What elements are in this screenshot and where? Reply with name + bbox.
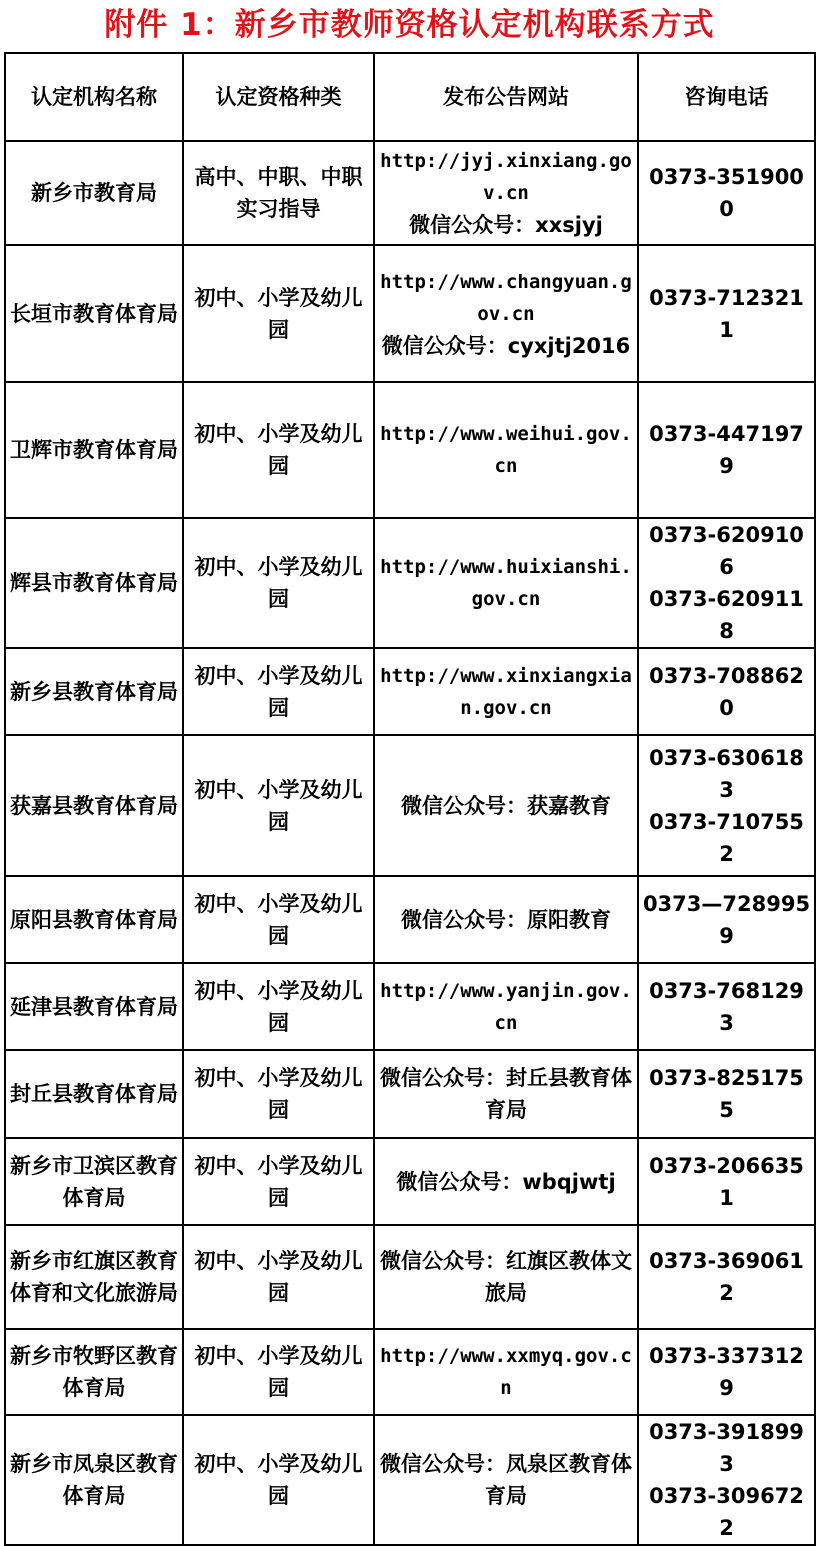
- qual-type-cell: 初中、小学及幼儿园: [183, 876, 374, 963]
- org-name-cell: 原阳县教育体育局: [5, 876, 183, 963]
- phone-cell: [638, 1050, 815, 1138]
- phone-number: 0373-6306183: [649, 745, 804, 802]
- phone-number: 0373-4471979: [649, 422, 804, 478]
- phone-number: 0373-6209106: [649, 523, 804, 579]
- phone-number: 0373-7123211: [649, 285, 804, 342]
- wechat-account: 微信公众号：xxsjyj: [409, 213, 603, 237]
- qual-type-cell: 初中、小学及幼儿园: [183, 1329, 374, 1415]
- phone-number: 0373-3519000: [649, 165, 804, 221]
- qual-type-cell: 初中、小学及幼儿园: [183, 245, 374, 382]
- org-name-cell: 新乡市教育局: [5, 141, 183, 245]
- org-name-cell: 新乡市牧野区教育体育局: [5, 1329, 183, 1415]
- table-row: [5, 1415, 815, 1545]
- table-row: [5, 648, 815, 735]
- qual-type-cell: 初中、小学及幼儿园: [183, 1415, 374, 1545]
- header-row: [5, 53, 815, 141]
- qual-type-cell: 初中、小学及幼儿园: [183, 382, 374, 518]
- phone-cell: [638, 141, 815, 245]
- wechat-account: 微信公众号：获嘉教育: [401, 793, 611, 818]
- website-link[interactable]: http://www.yanjin.gov.cn: [380, 979, 632, 1034]
- table-row: [5, 1329, 815, 1415]
- phone-number: 0373-7681293: [649, 978, 804, 1035]
- qual-type-cell: 高中、中职、中职实习指导: [183, 141, 374, 245]
- phone-number: 0373-3690612: [649, 1249, 804, 1305]
- qual-type-cell: 初中、小学及幼儿园: [183, 1225, 374, 1329]
- wechat-account: 微信公众号：cyxjtj2016: [381, 333, 631, 358]
- website-link[interactable]: http://www.changyuan.gov.cn: [380, 270, 632, 325]
- website-cell: [374, 1225, 638, 1329]
- phone-number: 0373-3096722: [649, 1484, 804, 1540]
- phone-number: 0373-7107552: [649, 809, 804, 866]
- qual-type-cell: 初中、小学及幼儿园: [183, 518, 374, 648]
- org-name-cell: 卫辉市教育体育局: [5, 382, 183, 518]
- wechat-account: 微信公众号：红旗区教体文旅局: [380, 1249, 632, 1305]
- website-cell: [374, 735, 638, 876]
- phone-number: 0373-7088620: [649, 663, 804, 720]
- website-cell: [374, 1050, 638, 1138]
- header-phone: 咨询电话: [638, 53, 815, 141]
- website-cell: [374, 141, 638, 245]
- phone-number: 0373-3918993: [649, 1420, 804, 1476]
- page-title: 附件 1：新乡市教师资格认定机构联系方式: [104, 7, 715, 43]
- phone-cell: [638, 735, 815, 876]
- phone-cell: [638, 876, 815, 963]
- header-org-name: 认定机构名称: [5, 53, 183, 141]
- website-cell: [374, 1138, 638, 1225]
- org-name-cell: 获嘉县教育体育局: [5, 735, 183, 876]
- table-row: [5, 735, 815, 876]
- org-name-cell: 延津县教育体育局: [5, 963, 183, 1050]
- phone-cell: [638, 1415, 815, 1545]
- website-link[interactable]: http://www.weihui.gov.cn: [380, 423, 632, 477]
- header-website: 发布公告网站: [374, 53, 638, 141]
- table-row: [5, 1050, 815, 1138]
- table-row: [5, 245, 815, 382]
- wechat-account: 微信公众号：wbqjwtj: [396, 1169, 616, 1194]
- phone-number: 0373-6209118: [649, 587, 804, 643]
- phone-cell: [638, 382, 815, 518]
- table-row: [5, 963, 815, 1050]
- website-cell: [374, 1329, 638, 1415]
- phone-cell: [638, 648, 815, 735]
- wechat-account: 微信公众号：凤泉区教育体育局: [380, 1452, 632, 1508]
- phone-cell: [638, 1225, 815, 1329]
- phone-number: 0373-3373129: [649, 1344, 804, 1400]
- wechat-account: 微信公众号：原阳教育: [401, 907, 611, 932]
- org-name-cell: 长垣市教育体育局: [5, 245, 183, 382]
- phone-number: 0373—7289959: [642, 891, 811, 948]
- website-cell: [374, 382, 638, 518]
- website-cell: [374, 648, 638, 735]
- qual-type-cell: 初中、小学及幼儿园: [183, 1138, 374, 1225]
- table-row: [5, 141, 815, 245]
- website-link[interactable]: http://www.huixianshi.gov.cn: [380, 556, 632, 610]
- table-row: [5, 382, 815, 518]
- phone-cell: [638, 1329, 815, 1415]
- header-qual-type: 认定资格种类: [183, 53, 374, 141]
- website-cell: [374, 1415, 638, 1545]
- website-link[interactable]: http://www.xxmyq.gov.cn: [380, 1345, 632, 1399]
- org-name-cell: 新乡市卫滨区教育体育局: [5, 1138, 183, 1225]
- table-row: [5, 876, 815, 963]
- website-link[interactable]: http://jyj.xinxiang.gov.cn: [380, 150, 632, 204]
- phone-cell: [638, 245, 815, 382]
- website-cell: [374, 963, 638, 1050]
- org-name-cell: 新乡县教育体育局: [5, 648, 183, 735]
- phone-cell: [638, 1138, 815, 1225]
- website-cell: [374, 518, 638, 648]
- phone-number: 0373-2066351: [649, 1153, 804, 1210]
- qual-type-cell: 初中、小学及幼儿园: [183, 648, 374, 735]
- table-row: [5, 1138, 815, 1225]
- wechat-account: 微信公众号：封丘县教育体育局: [380, 1066, 632, 1122]
- org-name-cell: 封丘县教育体育局: [5, 1050, 183, 1138]
- qual-type-cell: 初中、小学及幼儿园: [183, 1050, 374, 1138]
- qual-type-cell: 初中、小学及幼儿园: [183, 963, 374, 1050]
- website-cell: [374, 245, 638, 382]
- contact-table: [4, 52, 816, 1546]
- phone-cell: [638, 518, 815, 648]
- qual-type-cell: 初中、小学及幼儿园: [183, 735, 374, 876]
- table-row: [5, 518, 815, 648]
- org-name-cell: 新乡市凤泉区教育体育局: [5, 1415, 183, 1545]
- table-row: [5, 1225, 815, 1329]
- org-name-cell: 新乡市红旗区教育体育和文化旅游局: [5, 1225, 183, 1329]
- phone-cell: [638, 963, 815, 1050]
- website-link[interactable]: http://www.xinxiangxian.gov.cn: [380, 664, 632, 719]
- website-cell: [374, 876, 638, 963]
- phone-number: 0373-8251755: [649, 1066, 804, 1122]
- org-name-cell: 辉县市教育体育局: [5, 518, 183, 648]
